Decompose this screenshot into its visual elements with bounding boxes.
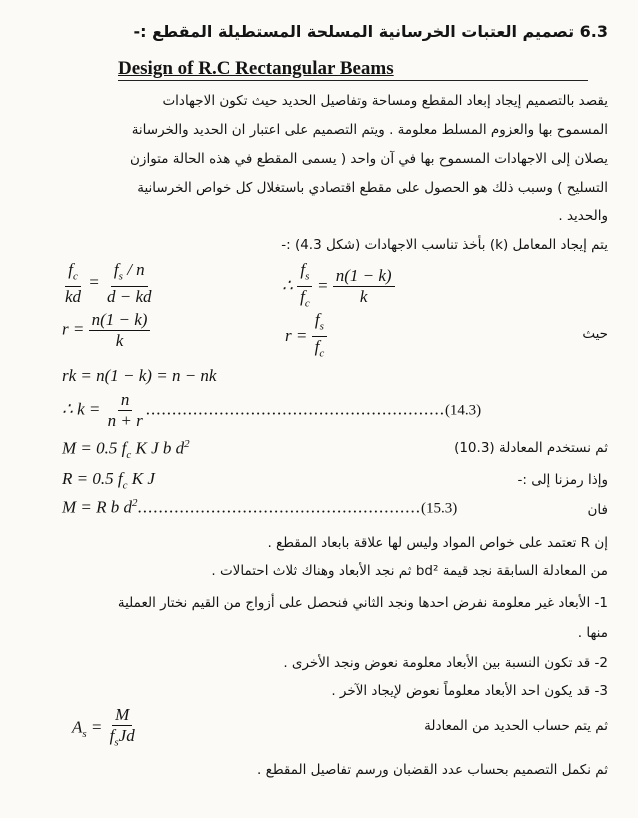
- equation-rk: rk = n(1 − k) = n − nk: [62, 366, 217, 385]
- heading-rule: [118, 80, 588, 81]
- paragraph-line: المسموح بها والعزوم المسلط معلومة . ويتم التصميم على اعتبار ان الحديد والخرسانة: [131, 122, 608, 138]
- paragraph-line: يتم إيجاد المعامل (k) بأخذ تناسب الاجهادات (شكل 4.3) :-: [281, 237, 608, 253]
- equation-moment: M = 0.5 $f_c$ K J b $d^2$: [62, 438, 190, 462]
- use-equation-label: [454, 440, 608, 456]
- moment-lhs: M = 0.5 f: [62, 438, 127, 458]
- where-label: حيث: [582, 326, 608, 342]
- case-2: 2- قد تكون النسبة بين الأبعاد معلومة نعوض ونجد الأخرى .: [283, 655, 608, 671]
- then-label: فان: [587, 502, 608, 518]
- steel-area-label: ثم يتم حساب الحديد من المعادلة: [424, 718, 608, 734]
- paragraph-line: التسليح ) وسبب ذلك هو الحصول على مقطع اقتصادي باستغلال كل خواص الخرسانية: [137, 180, 608, 196]
- paragraph-line: يصلان إلى الاجهادات المسموح بها في آن واحد ( يسمى المقطع في هذه الحالة متوازن: [130, 151, 608, 167]
- equation-r-definition: r = $\frac{n(1 - k)}{k}$: [62, 310, 150, 351]
- equation-number: (15.3): [421, 500, 458, 517]
- case-3: 3- قد يكون احد الأبعاد معلوماً نعوض لإيجاد الآخر .: [331, 683, 608, 699]
- case-1-line: 1- الأبعاد غير معلومة نفرض احدها ونجد الثاني فنحصل على أزواج من القيم نختار العملية: [117, 595, 608, 611]
- paragraph-line: والحديد .: [558, 208, 608, 224]
- equation-moment-rbd2: M = R b $d^2......................................................(15.3)$: [62, 497, 458, 517]
- equation-number: (10.3): [454, 440, 495, 456]
- bd2-note: من المعادلة السابقة نجد قيمة bd² ثم نجد الأبعاد وهناك ثلاث احتمالات .: [211, 563, 608, 579]
- leader-dots: ......................................................: [137, 497, 422, 517]
- section-heading-en: [118, 58, 588, 80]
- paragraph-line: يقصد بالتصميم إيجاد إبعاد المقطع ومساحة وتفاصيل الحديد حيث تكون الاجهادات: [162, 93, 608, 109]
- as-eq: =: [86, 717, 103, 737]
- design-completion-note: ثم نكمل التصميم بحساب عدد القضبان ورسم تفاصيل المقطع .: [257, 762, 608, 778]
- as-lhs: A: [72, 717, 83, 737]
- r-dependence-note: إن R تعتمد على خواص المواد وليس لها علاقة بابعاد المقطع .: [267, 535, 608, 551]
- r-tail: K J: [127, 469, 155, 488]
- leader-dots: .........................................................: [145, 399, 445, 419]
- use-equation-text: ثم نستخدم المعادلة: [498, 440, 608, 456]
- equation-r-coefficient: R = 0.5 $f_c$ K J: [62, 469, 155, 492]
- r-lhs: R = 0.5 f: [62, 469, 123, 488]
- equation-steel-area: $A_s$ = $\frac{M}{f_sJd}$: [72, 705, 135, 749]
- therefore-k: ∴ k =: [62, 399, 101, 419]
- equation-fs-fc-ratio: ∴ $\frac{f_s}{f_c}$ = $\frac{n(1 - k)}{k}$: [282, 260, 395, 314]
- section-title-en: Design of R.C Rectangular Beams: [118, 58, 394, 79]
- case-1-line: منها .: [577, 625, 608, 641]
- m2-lhs: M = R b d: [62, 497, 133, 517]
- moment-tail: K J b d: [131, 438, 185, 458]
- equation-r-ratio: r = $\frac{f_s}{f_c}$: [285, 310, 327, 364]
- equation-number: (14.3): [444, 402, 482, 419]
- equation-k: ∴ k = $\frac{n}{n + r}$ .........................................................(14.3): [62, 390, 482, 430]
- let-label: وإذا رمزنا إلى :-: [517, 472, 608, 488]
- equation-stress-ratio: $\frac{f_c}{kd}$ = $\frac{f_s / n}{d - kd}$: [65, 260, 152, 307]
- section-heading-ar: 6.3 تصميم العتبات الخرسانية المسلحة المستطيلة المقطع :-: [133, 22, 608, 41]
